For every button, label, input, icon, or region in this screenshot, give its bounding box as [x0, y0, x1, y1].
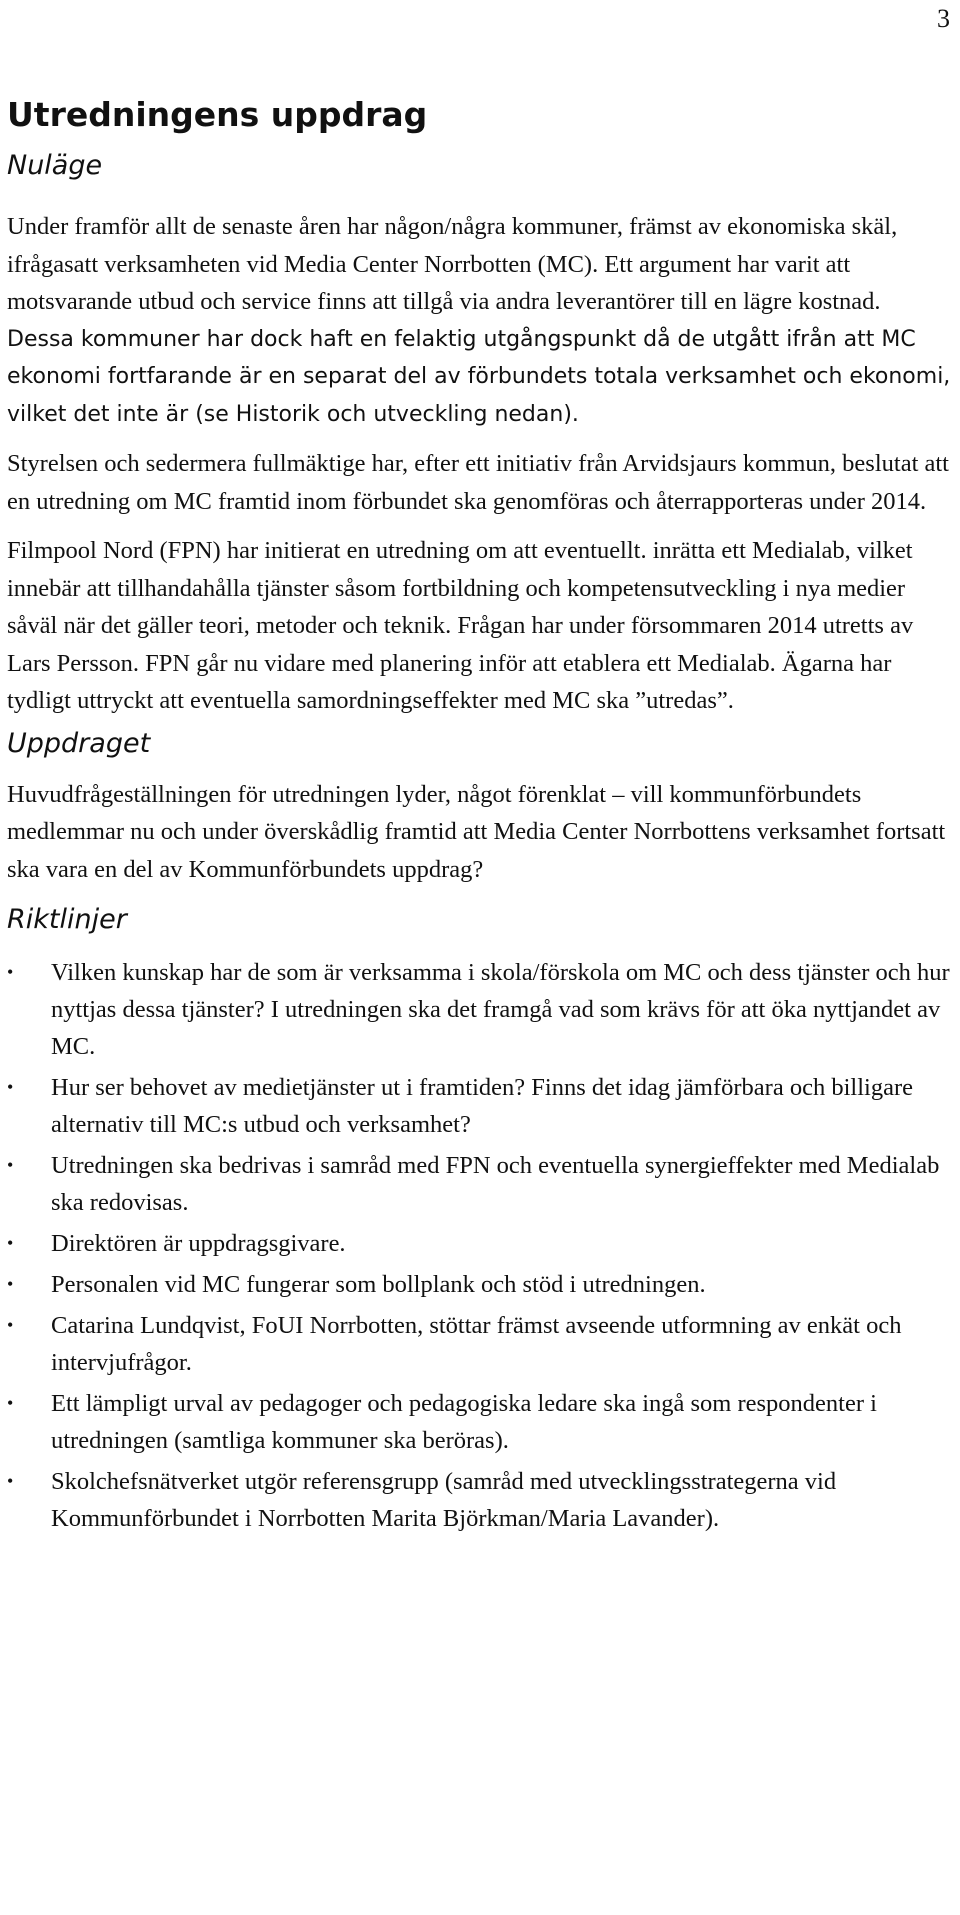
list-item-text: Hur ser behovet av medietjänster ut i framtiden? Finns det idag jämförbara och billigare alternativ till MC:s utbud och verksamhet? — [51, 1074, 913, 1138]
list-item — [7, 1069, 952, 1143]
list-item — [7, 954, 952, 1065]
list-item-text: Vilken kunskap har de som är verksamma i skola/förskola om MC och dess tjänster och hur nyttjas dessa tjänster? I utredningen ska det framgå vad som krävs för att öka nyttjandet av MC. — [51, 959, 950, 1060]
section-riktlinjer — [7, 900, 952, 1537]
paragraph-nulage-3: Filmpool Nord (FPN) har initierat en utredning om att eventuellt. inrätta ett Medialab, vilket innebär att tillhandahålla tjänster såsom fortbildning och kompetensutveckling i nya medier såväl när det gäller teori, metoder och teknik. Frågan har under försommaren 2014 utretts av Lars Persson. FPN går nu vidare med planering inför att etablera ett Medialab. Ägarna har tydligt uttryckt att eventuella samordningseffekter med MC ska ”utredas”. — [7, 537, 914, 714]
bullet-icon: • — [7, 1315, 14, 1335]
section-uppdraget — [7, 724, 952, 889]
bullet-icon: • — [7, 1155, 14, 1175]
section-nulage — [7, 146, 952, 720]
list-item — [7, 1266, 952, 1303]
bullet-icon: • — [7, 1393, 14, 1413]
list-item — [7, 1385, 952, 1459]
list-item-text: Ett lämpligt urval av pedagoger och pedagogiska ledare ska ingå som respondenter i utredningen (samtliga kommuner ska beröras). — [51, 1390, 877, 1454]
list-item-text: Skolchefsnätverket utgör referensgrupp (samråd med utvecklingsstrategerna vid Kommunförbundet i Norrbotten Marita Björkman/Maria Lavander). — [51, 1468, 837, 1532]
list-item-text: Personalen vid MC fungerar som bollplank och stöd i utredningen. — [51, 1271, 706, 1298]
list-item — [7, 1463, 952, 1537]
bullet-icon: • — [7, 1274, 14, 1294]
list-item-text: Catarina Lundqvist, FoUI Norrbotten, stöttar främst avseende utformning av enkät och intervjufrågor. — [51, 1312, 902, 1376]
bullet-icon: • — [7, 1233, 14, 1253]
page-number: 3 — [937, 4, 950, 33]
list-item — [7, 1225, 952, 1262]
section-heading-nulage: Nuläge — [7, 150, 103, 181]
list-item — [7, 1147, 952, 1221]
bullet-icon: • — [7, 1471, 14, 1491]
page-title: Utredningens uppdrag — [7, 95, 428, 134]
paragraph-uppdraget-1: Huvudfrågeställningen för utredningen lyder, något förenklat – vill kommunförbundets medlemmar nu och under överskådlig framtid att Media Center Norrbottens verksamhet fortsatt ska vara en del av Kommunförbundets uppdrag? — [7, 780, 946, 883]
paragraph-nulage-2: Styrelsen och sedermera fullmäktige har, efter ett initiativ från Arvidsjaurs kommun, beslutat att en utredning om MC framtid inom förbundet ska genomföras och återrapporteras under 2014. — [7, 450, 949, 515]
bullet-icon: • — [7, 962, 14, 982]
paragraph-nulage-1b: Dessa kommuner har dock haft en felaktig utgångspunkt då de utgått ifrån att MC ekonomi fortfarande är en separat del av förbundets totala verksamhet och ekonomi, vilket det inte är (se Historik och utveckling nedan). — [7, 326, 951, 427]
section-heading-uppdraget: Uppdraget — [7, 727, 151, 759]
section-heading-riktlinjer: Riktlinjer — [7, 904, 127, 935]
bullet-icon: • — [7, 1077, 14, 1097]
riktlinjer-list — [7, 954, 952, 1537]
list-item-text: Direktören är uppdragsgivare. — [51, 1230, 346, 1257]
list-item — [7, 1307, 952, 1381]
document-body — [7, 92, 952, 1541]
paragraph-nulage-1a: Under framför allt de senaste åren har någon/några kommuner, främst av ekonomiska skäl, ifrågasatt verksamheten vid Media Center Norrbotten (MC). Ett argument har varit att motsvarande utbud och service finns att tillgå via andra leverantörer till en lägre kostnad. — [7, 213, 898, 315]
list-item-text: Utredningen ska bedrivas i samråd med FPN och eventuella synergieffekter med Medialab ska redovisas. — [51, 1152, 940, 1216]
